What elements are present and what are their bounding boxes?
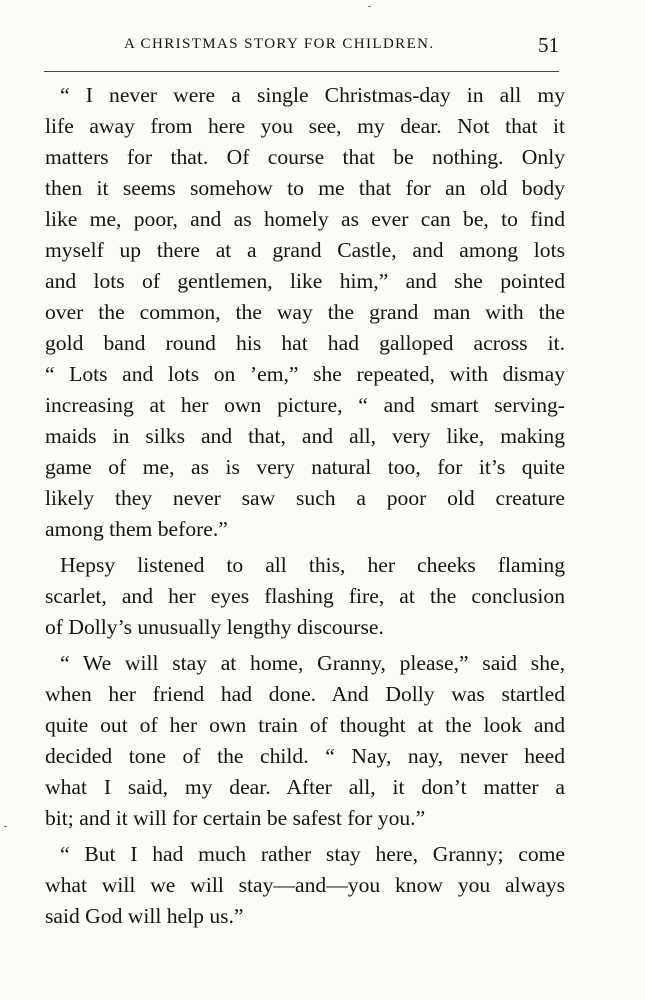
text-line: game of me, as is very natural too, for it’s quite [45,455,565,479]
paragraph-1 [45,80,565,545]
body-text [45,80,565,932]
running-head [44,28,559,62]
paper-speck [368,6,371,7]
text-line: when her friend had done. And Dolly was startled [45,682,565,706]
text-line: and lots of gentlemen, like him,” and she pointed [45,269,565,293]
text-line: “ Lots and lots on ’em,” she repeated, with dismay [45,362,565,386]
running-title: A CHRISTMAS STORY FOR CHILDREN. [124,36,435,52]
text-line: life away from here you see, my dear. Not that it [45,114,565,138]
text-line: myself up there at a grand Castle, and among lots [45,238,565,262]
text-line: maids in silks and that, and all, very like, making [45,424,565,448]
text-line: of Dolly’s unusually lengthy discourse. [45,615,384,639]
text-line: Hepsy listened to all this, her cheeks flaming [60,553,565,577]
text-line: matters for that. Of course that be nothing. Only [45,145,565,169]
text-line: what I said, my dear. After all, it don’t matter a [45,775,565,799]
text-line: scarlet, and her eyes flashing fire, at the conclusion [45,584,565,608]
text-line: “ We will stay at home, Granny, please,” said she, [60,651,565,675]
text-line: like me, poor, and as homely as ever can be, to find [45,207,565,231]
text-line: likely they never saw such a poor old creature [45,486,565,510]
text-line: then it seems somehow to me that for an old body [45,176,565,200]
paragraph-3 [45,648,565,834]
header-rule [44,71,559,72]
text-line: said God will help us.” [45,904,244,928]
text-line: “ I never were a single Christmas-day in all my [60,83,565,107]
text-line: “ But I had much rather stay here, Granny; come [60,842,565,866]
text-line: increasing at her own picture, “ and smart serving- [45,393,565,417]
text-line: among them before.” [45,517,228,541]
text-line: bit; and it will for certain be safest for you.” [45,806,426,830]
text-line: quite out of her own train of thought at the look and [45,713,565,737]
text-line: gold band round his hat had galloped across it. [45,331,565,355]
text-line: what will we will stay—and—you know you always [45,873,565,897]
paragraph-4 [45,839,565,932]
paragraph-2 [45,550,565,643]
text-line: decided tone of the child. “ Nay, nay, never heed [45,744,565,768]
paper-speck [4,826,7,827]
text-line: over the common, the way the grand man with the [45,300,565,324]
page-number: 51 [538,33,559,57]
